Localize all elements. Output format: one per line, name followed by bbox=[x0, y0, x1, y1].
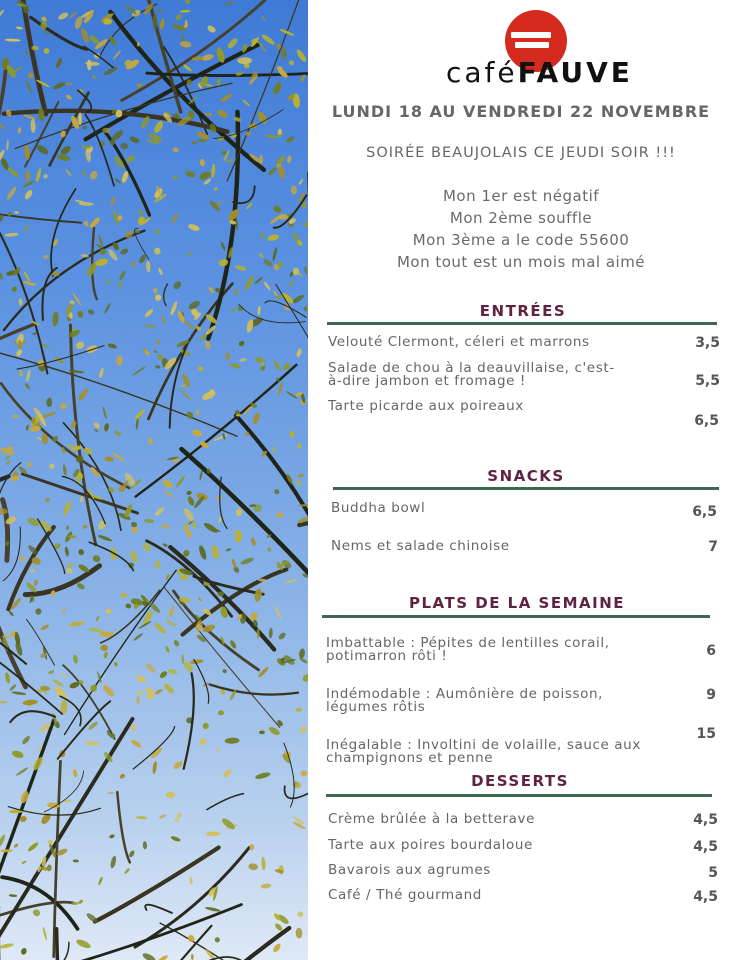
menu-item-price: 3,5 bbox=[695, 335, 720, 351]
menu-item-price: 4,5 bbox=[693, 839, 718, 855]
section-title-desserts: DESSERTS bbox=[471, 772, 569, 790]
menu-item-price: 6,5 bbox=[694, 413, 719, 429]
menu-item-name-line2: champignons et penne bbox=[326, 750, 494, 766]
logo-fauve: FAUVE bbox=[517, 56, 633, 89]
cafe-fauve-logo-text bbox=[446, 56, 636, 92]
menu-item-name-line2: légumes rôtis bbox=[326, 699, 426, 715]
menu-item-name: Café / Thé gourmand bbox=[328, 887, 482, 903]
menu-item-price: 7 bbox=[708, 539, 718, 555]
menu-item-price: 9 bbox=[706, 687, 716, 703]
section-title-entrees: ENTRÉES bbox=[479, 302, 567, 320]
menu-item-name-line1: Indémodable : Aumônière de poisson, bbox=[326, 686, 604, 702]
menu-item-price: 6,5 bbox=[692, 504, 717, 520]
week-dates: LUNDI 18 AU VENDREDI 22 NOVEMBRE bbox=[331, 102, 711, 121]
menu-item-name-line1: Inégalable : Involtini de volaille, sauce aux bbox=[326, 737, 641, 753]
menu-item-name: Tarte picarde aux poireaux bbox=[328, 398, 524, 414]
section-divider-entrees bbox=[327, 322, 717, 325]
menu-item-name: Tarte aux poires bourdaloue bbox=[328, 837, 533, 853]
menu-item-name-line1: Salade de chou à la deauvillaise, c'est- bbox=[328, 360, 615, 376]
tree-branches-illustration bbox=[0, 0, 308, 960]
riddle-line-2: Mon 2ème souffle bbox=[449, 209, 593, 227]
menu-item-name: Crème brûlée à la betterave bbox=[328, 811, 536, 827]
menu-item-name: Velouté Clermont, céleri et marrons bbox=[328, 334, 590, 350]
menu-item-price: 5,5 bbox=[695, 373, 720, 389]
menu-item-name: Nems et salade chinoise bbox=[331, 538, 510, 554]
section-title-snacks: SNACKS bbox=[487, 467, 565, 485]
soiree-announcement: SOIRÉE BEAUJOLAIS CE JEUDI SOIR !!! bbox=[366, 145, 676, 161]
menu-item-name-line2: à-dire jambon et fromage ! bbox=[328, 373, 526, 389]
menu-item-price: 6 bbox=[706, 643, 716, 659]
section-title-plats: PLATS DE LA SEMAINE bbox=[408, 594, 626, 612]
menu-item-name-line2: potimarron rôti ! bbox=[326, 648, 448, 664]
menu-item-price: 5 bbox=[708, 865, 718, 881]
tree-branches-photo bbox=[0, 0, 308, 960]
menu-item-name: Buddha bowl bbox=[331, 500, 426, 516]
menu-item-price: 4,5 bbox=[693, 889, 718, 905]
logo-cafe: café bbox=[446, 56, 518, 89]
menu-item-name-line1: Imbattable : Pépites de lentilles corail, bbox=[326, 635, 610, 651]
riddle-line-1: Mon 1er est négatif bbox=[442, 187, 600, 205]
section-divider-plats bbox=[322, 615, 710, 618]
menu-item-price: 15 bbox=[696, 726, 716, 742]
riddle-line-4: Mon tout est un mois mal aimé bbox=[396, 253, 646, 271]
menu-item-name: Bavarois aux agrumes bbox=[328, 862, 491, 878]
riddle-line-3: Mon 3ème a le code 55600 bbox=[412, 231, 630, 249]
section-divider-snacks bbox=[333, 487, 719, 490]
section-divider-desserts bbox=[326, 794, 712, 797]
menu-item-price: 4,5 bbox=[693, 812, 718, 828]
